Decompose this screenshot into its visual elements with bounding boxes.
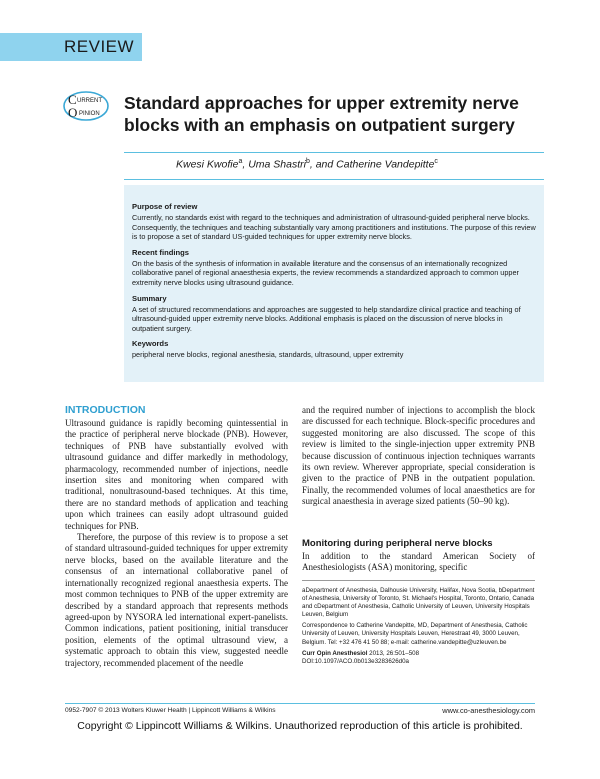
svg-text:C: C bbox=[68, 92, 77, 107]
current-opinion-logo bbox=[62, 90, 112, 122]
monitoring-body bbox=[302, 551, 535, 574]
author-affiliation-mark: b bbox=[305, 158, 310, 165]
purpose-text: Currently, no standards exist with regard to the techniques and administration of ultrasound-guided peripheral nerve blocks. Consequently, the techniques and teaching substantially vary among practitioners and institutions. The purpose of this review is to propose a set of standard US-guided techniques for upper extremity nerve blocks. bbox=[132, 213, 536, 242]
introduction-heading: INTRODUCTION bbox=[65, 404, 146, 416]
author-separator: , and bbox=[309, 158, 337, 171]
review-label: REVIEW bbox=[0, 33, 142, 61]
doi: DOI:10.1097/ACO.0b013e3283626d0a bbox=[302, 657, 409, 665]
citation: 2013, 26:501–508 bbox=[367, 649, 420, 657]
intro-paragraph: Ultrasound guidance is rapidly becoming quintessential in the practice of peripheral nerve blockade (PNB). However, techniques of PNB have substantially evolved with ultrasound guidance and differ markedly in methodology, pharmacology, recommended number of injections, needle insertion sites and monitoring when compared with traditional, nonultrasound-based techniques. At this time, there are no standard methods of application and teaching upon which trainees can easily adopt ultrasound guided techniques for PNB. bbox=[65, 418, 288, 531]
summary-text: A set of structured recommendations and approaches are suggested to help standardize clinical practice and teaching of ultrasound-guided upper extremity nerve blocks. Additional emphasis is placed on the discussion of nerve blocks in outpatient surgery. bbox=[132, 304, 521, 333]
author-list bbox=[176, 158, 438, 171]
article-title: Standard approaches for upper extremity nerve blocks with an emphasis on outpatient surgery bbox=[124, 93, 519, 135]
author-name: Uma Shastri bbox=[248, 158, 306, 171]
correspondence: Correspondence to Catherine Vandepitte, MD, Department of Anesthesia, Catholic University of Leuven, University Hospitals Leuven, Herestraat 49, 3000 Leuven, Belgium. Tel: +32 476 41 50 88; e-mail: catherine.vandepitte@uzleuven.be bbox=[302, 622, 528, 646]
purpose-heading: Purpose of review bbox=[132, 202, 198, 211]
findings-text: On the basis of the synthesis of information in available literature and the consensus of an internationally recognized collaborative panel of regional anaesthesia experts, the review recommends a standardized approach to common upper extremity nerve blocks using ultrasound guidance. bbox=[132, 258, 519, 287]
svg-text:O: O bbox=[68, 105, 78, 120]
author-divider bbox=[124, 179, 544, 180]
footer-divider bbox=[65, 703, 535, 704]
abstract-box bbox=[124, 185, 544, 382]
monitoring-heading: Monitoring during peripheral nerve blocks bbox=[302, 538, 493, 549]
body-paragraph: and the required number of injections to accomplish the block are discussed for each technique. Block-specific procedures and suggested monitoring are also discussed. The scope of this review is limited to the single-injection upper extremity PNB because discussion of continuous injection techniques warrants its own review. Wherever appropriate, special consideration is given to the practice of PNB in the outpatient population. Finally, the recommended volumes of local anaesthetics are for surgical anaesthesia in average sized patients (50–90 kg). bbox=[302, 405, 535, 507]
keywords-heading: Keywords bbox=[132, 339, 169, 349]
footnotes bbox=[302, 587, 535, 669]
footer-issn: 0952-7907 © 2013 Wolters Kluwer Health | Lippincott Williams & Wilkins bbox=[65, 707, 276, 714]
author-name: Catherine Vandepitte bbox=[336, 158, 435, 171]
svg-text:PINION: PINION bbox=[79, 111, 100, 117]
findings-heading: Recent findings bbox=[132, 247, 189, 257]
author-name: Kwesi Kwofie bbox=[176, 158, 239, 171]
right-column bbox=[302, 405, 535, 508]
journal-name: Curr Opin Anesthesiol bbox=[302, 649, 368, 657]
copyright-notice: Copyright © Lippincott Williams & Wilkins. Unauthorized reproduction of this article is prohibited. bbox=[77, 720, 523, 732]
summary-heading: Summary bbox=[132, 293, 167, 303]
title-divider bbox=[124, 152, 544, 153]
journal-url-link[interactable]: www.co-anesthesiology.com bbox=[442, 706, 535, 715]
author-affiliation-mark: c bbox=[434, 158, 438, 165]
body-paragraph: In addition to the standard American Society of Anesthesiologists (ASA) monitoring, specific bbox=[302, 551, 535, 573]
svg-text:URRENT: URRENT bbox=[77, 98, 102, 104]
keywords-text: peripheral nerve blocks, regional anesthesia, standards, ultrasound, upper extremity bbox=[132, 350, 404, 360]
footnote-divider bbox=[302, 580, 535, 581]
author-affiliation-mark: a bbox=[238, 158, 243, 165]
left-column bbox=[65, 418, 288, 669]
author-separator: , bbox=[242, 158, 249, 171]
intro-paragraph: Therefore, the purpose of this review is to propose a set of standard ultrasound-guided techniques for upper extremity nerve blocks, based on the available literature and the consensus of an international collaborative panel of internationally recognized regional anaesthesia experts. The most common techniques to PNB of the upper extremity are described by a standard approach that represents methods agreed-upon by NYSORA led international expert-panelists. Common indications, patient positioning, initial transducer position, elements of the optimal ultrasound view, a systematic approach to obtain this view, suggested needle trajectory, recommended placement of the needle bbox=[65, 532, 288, 668]
affiliations: aDepartment of Anesthesia, Dalhousie University, Halifax, Nova Scotia, bDepartment of Anesthesia, University of Toronto, St. Michael's Hospital, Toronto, Ontario, Canada and cDepartment of Anesthesia, Catholic University of Leuven, University Hospitals Leuven, Belgium bbox=[302, 587, 535, 619]
